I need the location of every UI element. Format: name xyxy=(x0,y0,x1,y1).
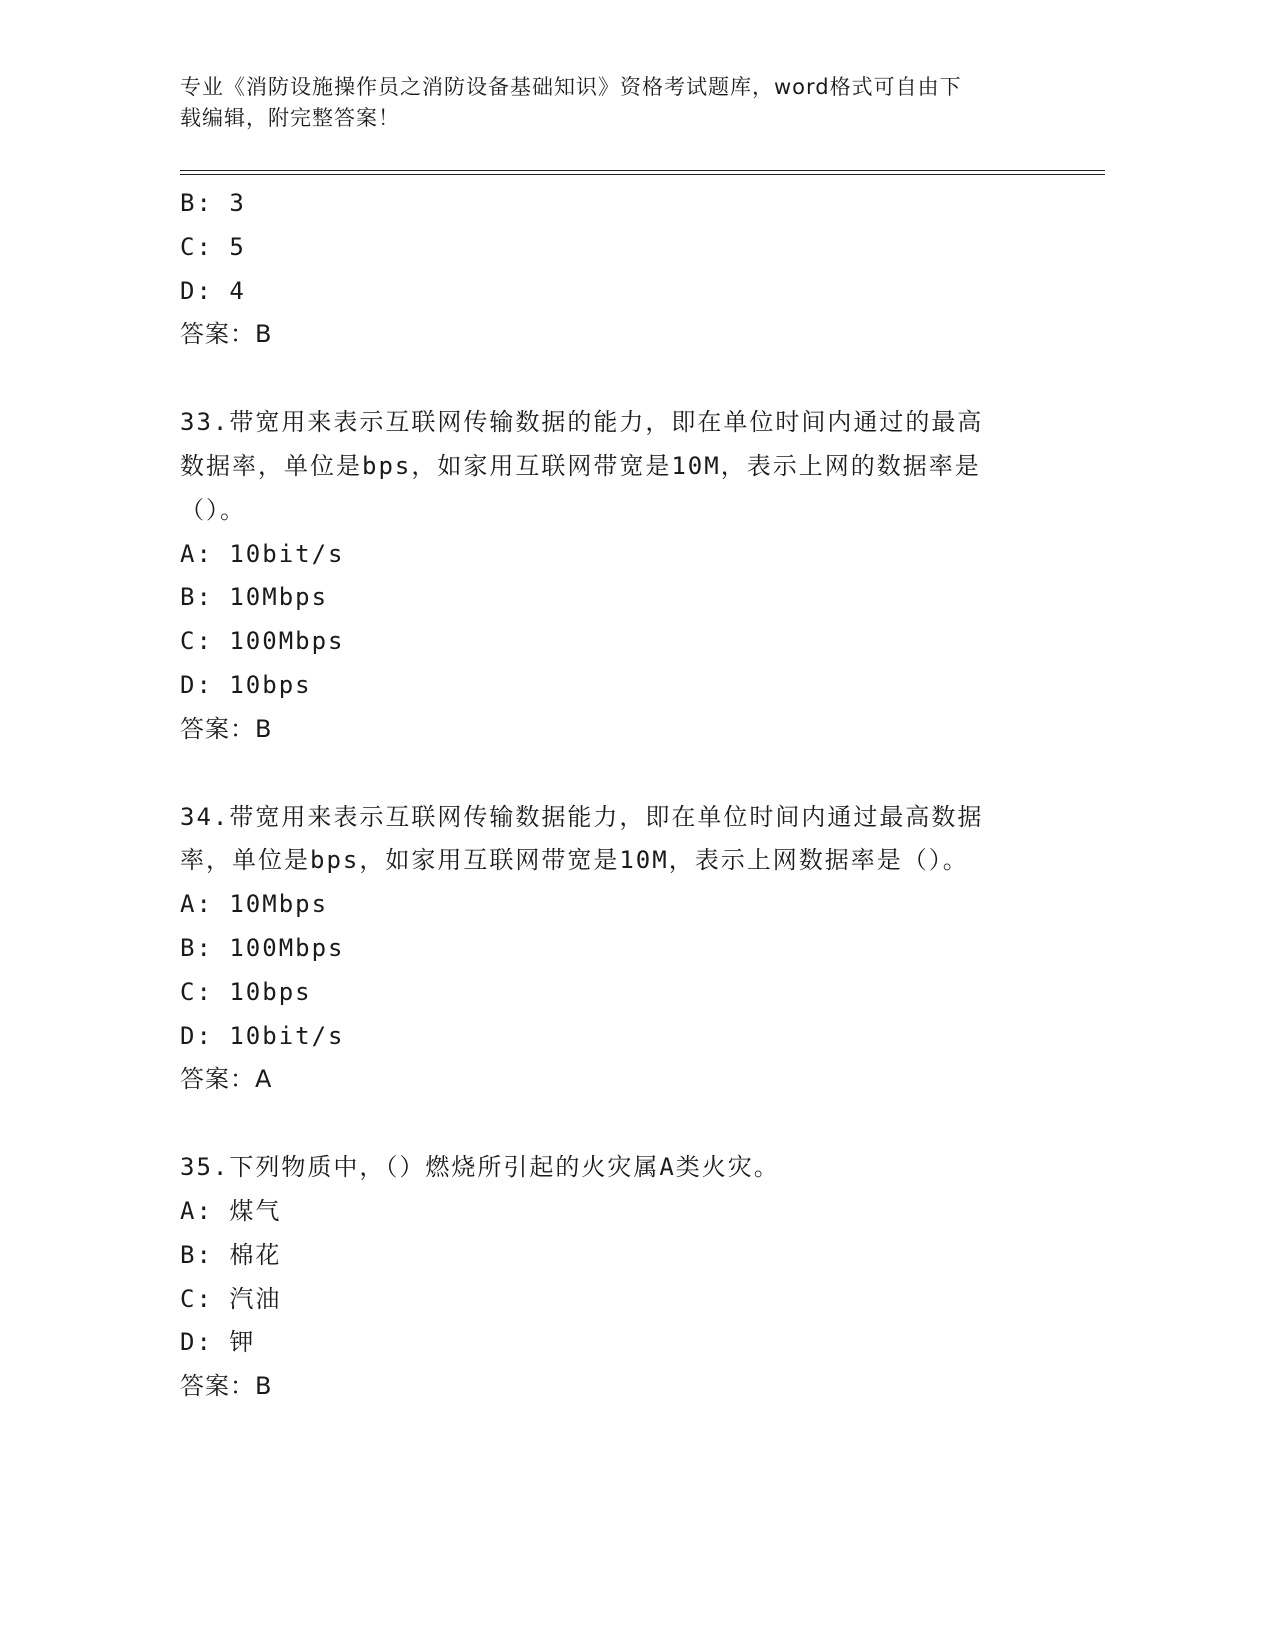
question-33 xyxy=(180,401,1040,751)
option-a: A: 10Mbps xyxy=(180,890,329,919)
header-line-1: 专业《消防设施操作员之消防设备基础知识》资格考试题库，word格式可自由下 xyxy=(180,75,962,99)
option-d: D: 钾 xyxy=(180,1328,256,1357)
header-divider-top xyxy=(180,170,1105,171)
option-b: B: 10Mbps xyxy=(180,583,329,612)
option-b: B: 100Mbps xyxy=(180,933,345,962)
answer: 答案：B xyxy=(180,1372,273,1401)
question-text: 数据率，单位是bps，如家用互联网带宽是10M，表示上网的数据率是 xyxy=(180,451,981,480)
option-a: A: 10bit/s xyxy=(180,539,345,568)
question-text: （）。 xyxy=(180,495,246,524)
option-c: C: 100Mbps xyxy=(180,627,345,656)
answer: 答案：A xyxy=(180,1065,273,1094)
question-text: 率，单位是bps，如家用互联网带宽是10M，表示上网数据率是（）。 xyxy=(180,846,969,875)
question-fragment xyxy=(180,182,1040,357)
document-header xyxy=(180,72,1040,134)
option-d: D: 10bps xyxy=(180,670,312,699)
option-b: B: 3 xyxy=(180,189,246,217)
option-a: A: 煤气 xyxy=(180,1196,282,1225)
question-text: 33.带宽用来表示互联网传输数据的能力，即在单位时间内通过的最高 xyxy=(180,408,984,437)
header-line-2: 载编辑，附完整答案！ xyxy=(180,106,400,130)
option-d: D: 10bit/s xyxy=(180,1021,345,1050)
question-list xyxy=(180,182,1040,1409)
option-c: C: 10bps xyxy=(180,977,312,1006)
answer: 答案：B xyxy=(180,320,273,349)
question-text: 35.下列物质中，（）燃烧所引起的火灾属A类火灾。 xyxy=(180,1153,780,1182)
option-c: C: 5 xyxy=(180,232,246,261)
answer: 答案：B xyxy=(180,714,273,743)
option-b: B: 棉花 xyxy=(180,1240,282,1269)
header-divider-bottom xyxy=(180,174,1105,175)
question-34 xyxy=(180,796,1040,1103)
option-c: C: 汽油 xyxy=(180,1284,282,1313)
question-35 xyxy=(180,1146,1040,1409)
question-text: 34.带宽用来表示互联网传输数据能力，即在单位时间内通过最高数据 xyxy=(180,802,984,831)
option-d: D: 4 xyxy=(180,276,246,305)
